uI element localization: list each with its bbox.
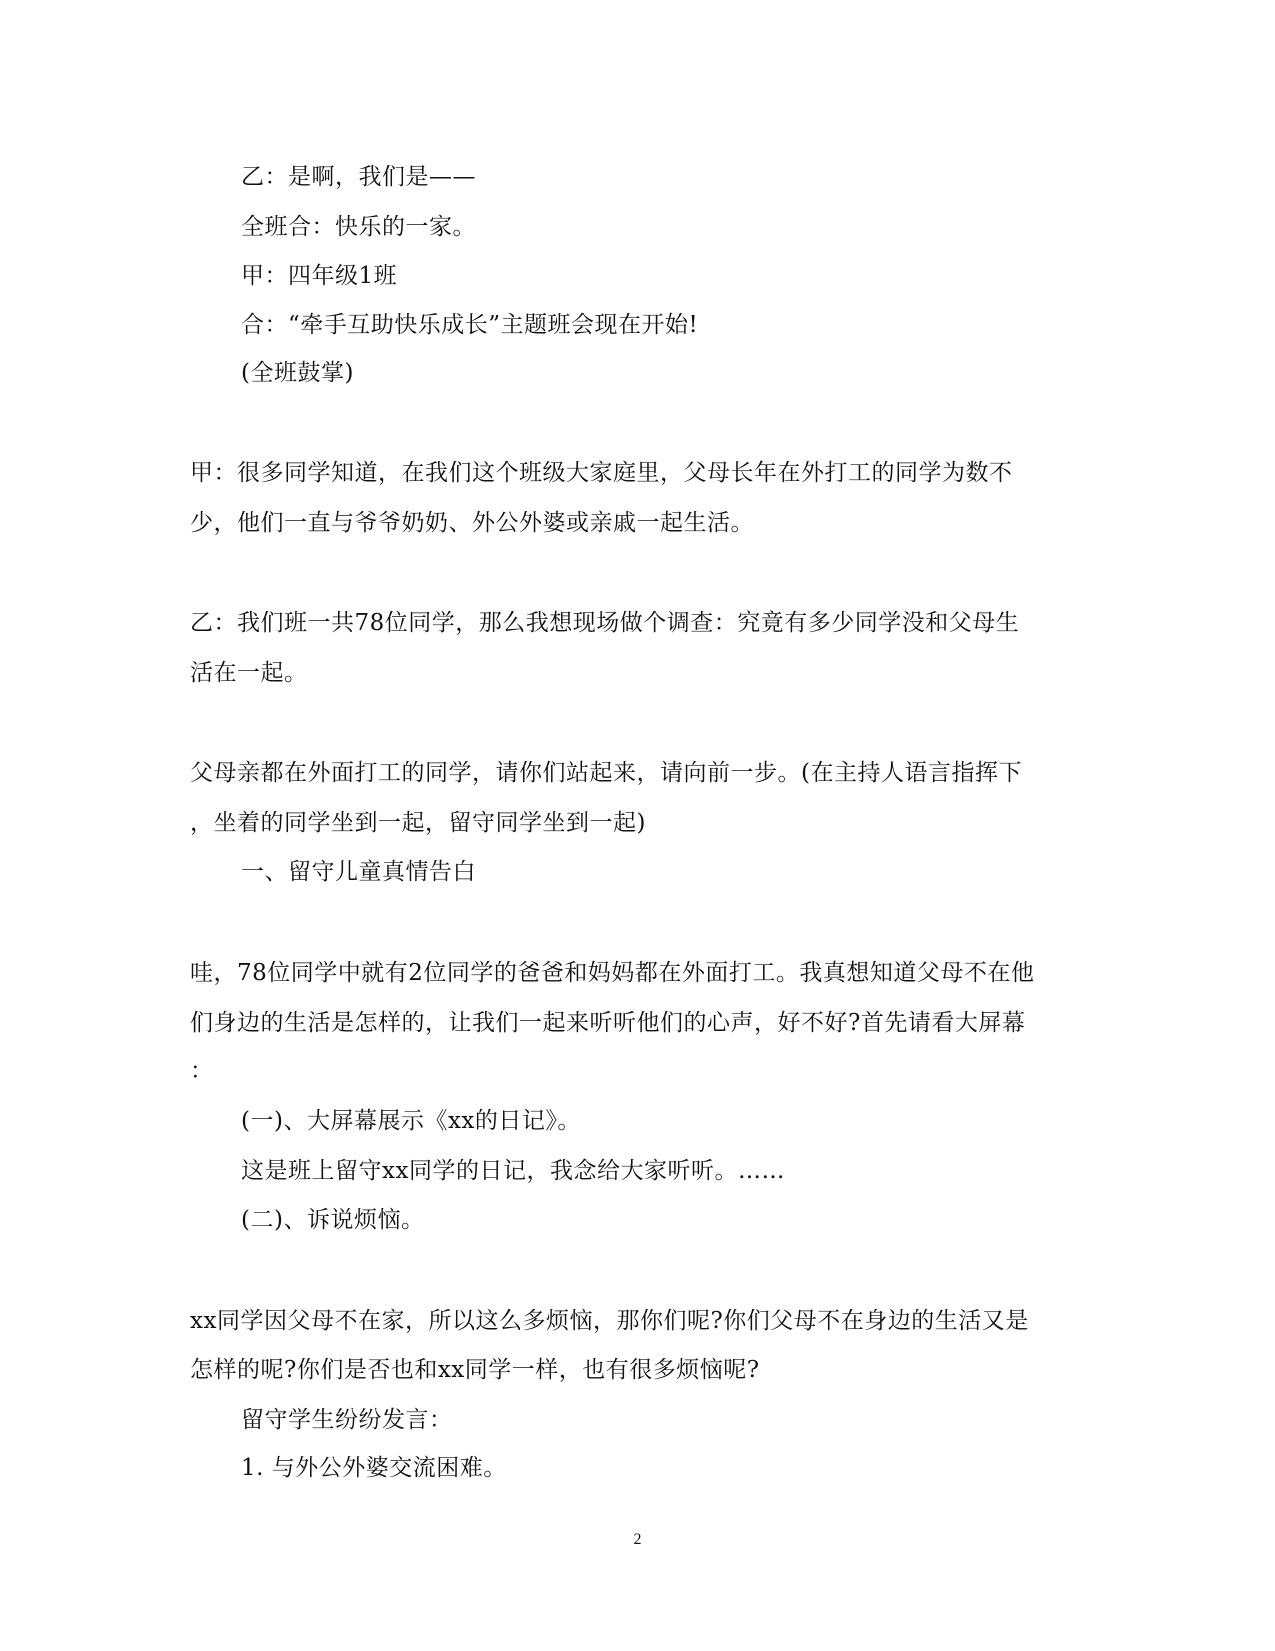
- paragraph-line: 这是班上留守xx同学的日记，我念给大家听听。……: [241, 1158, 785, 1184]
- section-heading: 一、留守儿童真情告白: [241, 859, 476, 885]
- paragraph-line: ：: [190, 1058, 214, 1084]
- page-number: 2: [633, 1531, 642, 1548]
- dialogue-line: 全班合：快乐的一家。: [241, 214, 476, 240]
- paragraph-line: ，坐着的同学坐到一起，留守同学坐到一起): [190, 810, 646, 836]
- paragraph-line: xx同学因父母不在家，所以这么多烦恼，那你们呢?你们父母不在身边的生活又是: [190, 1308, 1029, 1334]
- paragraph-line: 留守学生纷纷发言：: [241, 1407, 453, 1433]
- list-item: 1. 与外公外婆交流困难。: [241, 1455, 507, 1481]
- paragraph-line: 活在一起。: [190, 660, 308, 686]
- dialogue-line: 合：“牵手互助快乐成长”主题班会现在开始!: [241, 312, 699, 338]
- paragraph-line: 哇，78位同学中就有2位同学的爸爸和妈妈都在外面打工。我真想知道父母不在他: [190, 960, 1035, 986]
- subsection-heading: (一)、大屏幕展示《xx的日记》。: [241, 1108, 581, 1134]
- paragraph-line: 父母亲都在外面打工的同学，请你们站起来，请向前一步。(在主持人语言指挥下: [190, 760, 1022, 786]
- stage-direction: (全班鼓掌): [241, 360, 354, 386]
- paragraph-line: 乙：我们班一共78位同学，那么我想现场做个调查：究竟有多少同学没和父母生: [190, 610, 1020, 636]
- subsection-heading: (二)、诉说烦恼。: [241, 1207, 425, 1233]
- paragraph-line: 们身边的生活是怎样的，让我们一起来听听他们的心声，好不好?首先请看大屏幕: [190, 1010, 1026, 1036]
- paragraph-line: 怎样的呢?你们是否也和xx同学一样，也有很多烦恼呢?: [190, 1357, 760, 1383]
- paragraph-line: 甲：很多同学知道，在我们这个班级大家庭里，父母长年在外打工的同学为数不: [190, 460, 1013, 486]
- dialogue-line: 甲：四年级1班: [241, 263, 398, 289]
- dialogue-line: 乙：是啊，我们是——: [241, 164, 476, 190]
- paragraph-line: 少，他们一直与爷爷奶奶、外公外婆或亲戚一起生活。: [190, 510, 754, 536]
